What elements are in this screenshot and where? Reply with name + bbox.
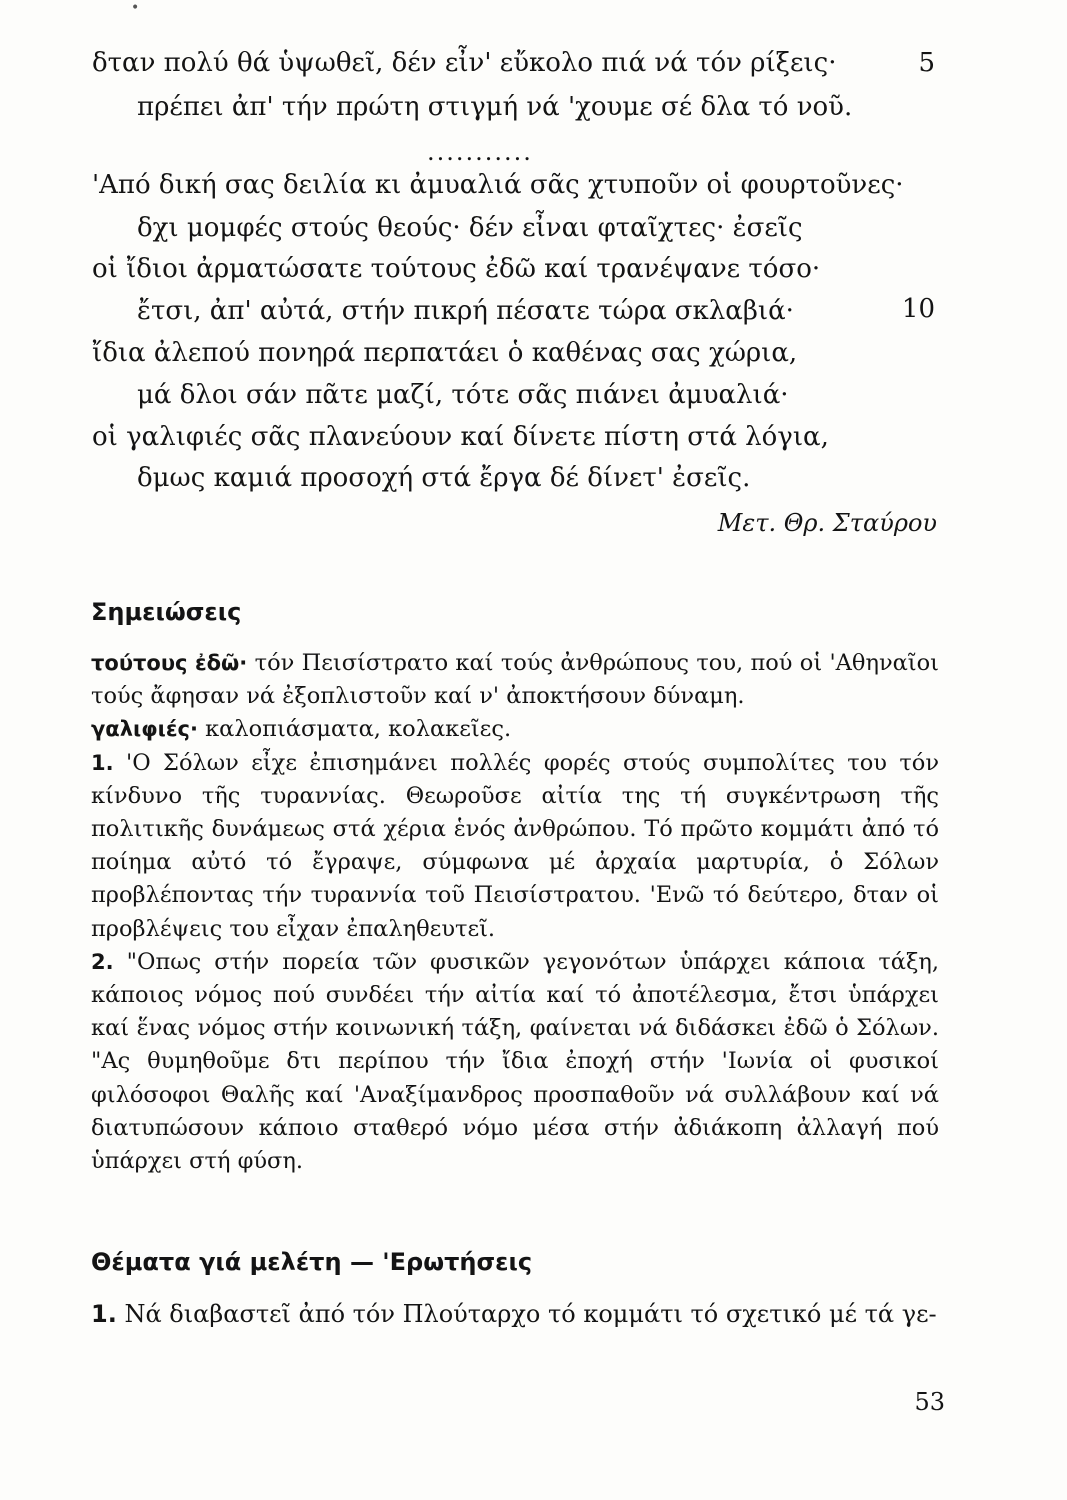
poem-line-6: ἔτσι, ἀπ' αὐτά, στήν πικρή πέσατε τώρα σκλαβιά·	[137, 296, 794, 326]
poem-line-4: δχι μομφές στούς θεούς· δέν εἶναι φταῖχτες· ἐσεῖς	[137, 213, 803, 243]
notes-body	[91, 647, 939, 1178]
poem-line-2: πρέπει ἀπ' τήν πρώτη στιγμή νά 'χουμε σέ δλα τό νοῦ.	[137, 92, 853, 122]
term-definition: καλοπιάσματα, κολακεῖες.	[205, 716, 512, 743]
note-number: 2.	[91, 949, 114, 974]
translator-credit: Μετ. Θρ. Σταύρου	[717, 509, 937, 537]
note-1	[91, 747, 939, 946]
note-text: "Οπως στήν πορεία τῶν φυσικῶν γεγονότων ὑπάρχει κάποια τάξη, κάποιος νόμος πού συνδέει τήν αἰτία καί τό ἀποτέλεσμα, ἔτσι ὑπάρχει καί ἕνας νόμος στήν κοινωνική τάξη, φαίνεται νά διδάσκει ἐδῶ ὁ Σόλων. "Ας θυμηθοῦμε δτι περίπου τήν ἴδια ἐποχή στήν 'Ιωνία οἱ φυσικοί φιλόσοφοι Θαλῆς καί 'Αναξίμανδρος προσπαθοῦν νά συλλάβουν καί νά διατυπώσουν κάποιο σταθερό νόμο μέσα στήν ἀδιάκοπη ἀλλαγή πού ὑπάρχει στή φύση.	[91, 948, 940, 1175]
term-label: γαλιφιές·	[91, 717, 198, 742]
line-number-5: 5	[918, 48, 935, 78]
question-1	[91, 1300, 937, 1328]
note-2	[91, 946, 939, 1178]
page-number: 53	[914, 1388, 945, 1416]
poem-line-3: 'Από δική σας δειλία κι ἀμυαλιά σᾶς χτυποῦν οἱ φουρτοῦνες·	[92, 170, 904, 200]
note-term-2	[91, 713, 939, 746]
print-speck: •	[131, 0, 140, 16]
study-heading: Θέματα γιά μελέτη — 'Ερωτήσεις	[91, 1248, 533, 1276]
poem-line-7: ἴδια ἀλεπού πονηρά περπατάει ὁ καθένας σας χώρια,	[92, 338, 798, 368]
poem-line-8: μά δλοι σάν πᾶτε μαζί, τότε σᾶς πιάνει ἀμυαλιά·	[137, 380, 789, 410]
note-number: 1.	[91, 750, 114, 775]
question-number: 1.	[91, 1300, 117, 1328]
poem-line-5: οἱ ἴδιοι ἀρματώσατε τούτους ἐδῶ καί τρανέψανε τόσο·	[92, 254, 821, 284]
poem-line-1: δταν πολύ θά ὑψωθεῖ, δέν εἶν' εὔκολο πιά νά τόν ρίξεις·	[92, 48, 837, 78]
question-text: Νά διαβαστεῖ ἀπό τόν Πλούταρχο τό κομμάτι τό σχετικό μέ τά γε-	[124, 1300, 937, 1328]
poem-ellipsis: ...........	[427, 138, 533, 166]
term-label: τούτους ἐδῶ·	[91, 651, 248, 675]
notes-heading: Σημειώσεις	[91, 598, 242, 626]
term-definition: τόν Πεισίστρατο καί τούς ἀνθρώπους του, πού οἱ 'Αθηναῖοι τούς ἄφησαν νά ἐξοπλιστοῦν καί ν' ἀποκτήσουν δύναμη.	[91, 650, 939, 710]
line-number-10: 10	[901, 294, 935, 324]
note-text: 'Ο Σόλων εἶχε ἐπισημάνει πολλές φορές στούς συμπολίτες του τόν κίνδυνο τῆς τυραννίας. Θεωροῦσε αἰτία της τή συγκέντρωση τῆς πολιτικῆς δυνάμεως στά χέρια ἑνός ἀνθρώπου. Τό πρῶτο κομμάτι ἀπό τό ποίημα αὐτό τό ἔγραψε, σύμφωνα μέ ἀρχαία μαρτυρία, ὁ Σόλων προβλέποντας τήν τυραννία τοῦ Πεισίστρατου. 'Ενῶ τό δεύτερο, δταν οἱ προβλέψεις του εἶχαν ἐπαληθευτεῖ.	[91, 749, 939, 942]
poem-line-9: οἱ γαλιφιές σᾶς πλανεύουν καί δίνετε πίστη στά λόγια,	[92, 422, 829, 452]
note-term-1	[91, 647, 939, 713]
poem-line-10: δμως καμιά προσοχή στά ἔργα δέ δίνετ' ἐσεῖς.	[137, 463, 751, 493]
